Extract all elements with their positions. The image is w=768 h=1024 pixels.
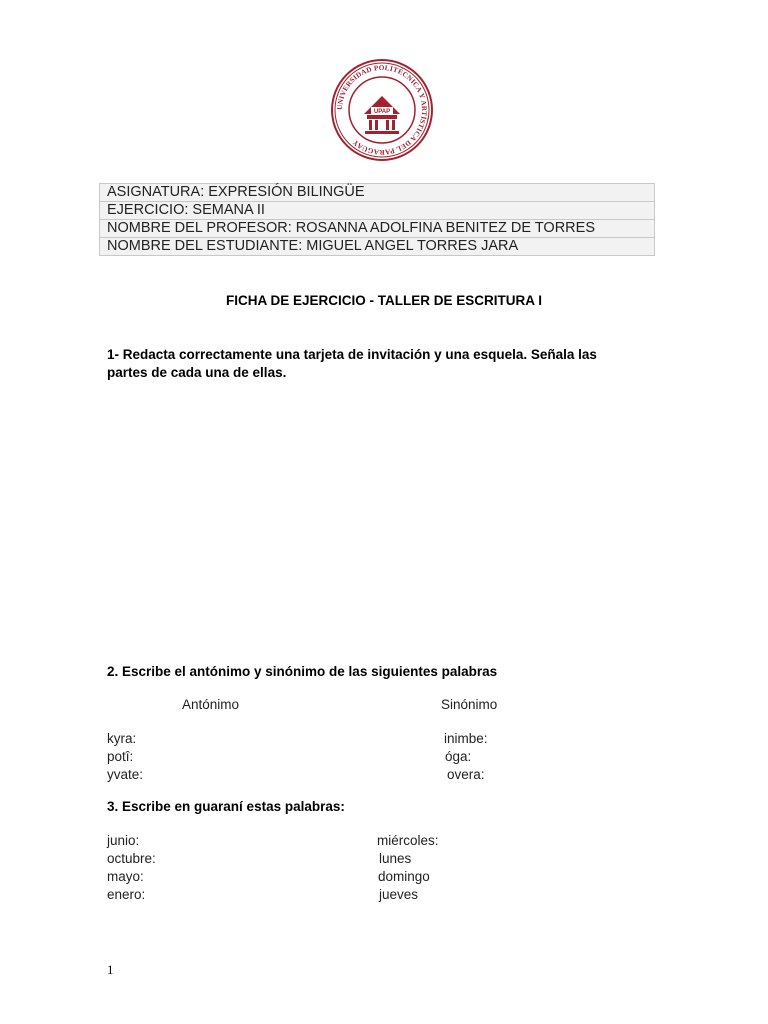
list-item: mayo: [107, 869, 144, 884]
table-row [100, 184, 655, 202]
list-item: octubre: [107, 851, 156, 866]
svg-text:UPAP: UPAP [373, 109, 391, 115]
table-row [100, 238, 655, 256]
university-seal-logo [330, 58, 434, 162]
list-item: potî: [107, 749, 134, 764]
student-info-table [99, 183, 655, 256]
page-number: 1 [107, 962, 114, 977]
question-3-heading: 3. Escribe en guaraní estas palabras: [107, 799, 345, 814]
exercise-cell: EJERCICIO: SEMANA II [100, 202, 655, 220]
list-item: óga: [445, 749, 472, 764]
list-item: overa: [447, 767, 485, 782]
question-1-line-1: 1- Redacta correctamente una tarjeta de invitación y una esquela. Señala las [107, 347, 597, 362]
subject-cell: ASIGNATURA: EXPRESIÓN BILINGÜE [100, 184, 655, 202]
table-row [100, 202, 655, 220]
professor-cell: NOMBRE DEL PROFESOR: ROSANNA ADOLFINA BENITEZ DE TORRES [100, 220, 655, 238]
list-item: lunes [379, 851, 412, 866]
synonym-column-header: Sinónimo [441, 697, 498, 712]
list-item: yvate: [107, 767, 144, 782]
svg-text:UNIVERSIDAD POLITÉCNICA Y ARTÍ: UNIVERSIDAD POLITÉCNICA Y ARTÍSTICA DEL PARAGUAY [335, 63, 429, 157]
antonym-column-header: Antónimo [182, 697, 240, 712]
list-item: kyra: [107, 731, 137, 746]
list-item: miércoles: [377, 833, 439, 848]
list-item: domingo [378, 869, 430, 884]
question-1-line-2: partes de cada una de ellas. [107, 365, 287, 380]
question-2-heading: 2. Escribe el antónimo y sinónimo de las siguientes palabras [107, 664, 498, 679]
list-item: inimbe: [444, 731, 488, 746]
list-item: jueves [379, 887, 419, 902]
list-item: enero: [107, 887, 146, 902]
page-title: FICHA DE EJERCICIO - TALLER DE ESCRITURA I [225, 293, 542, 308]
student-cell: NOMBRE DEL ESTUDIANTE: MIGUEL ANGEL TORRES JARA [100, 238, 655, 256]
table-row [100, 220, 655, 238]
list-item: junio: [107, 833, 140, 848]
